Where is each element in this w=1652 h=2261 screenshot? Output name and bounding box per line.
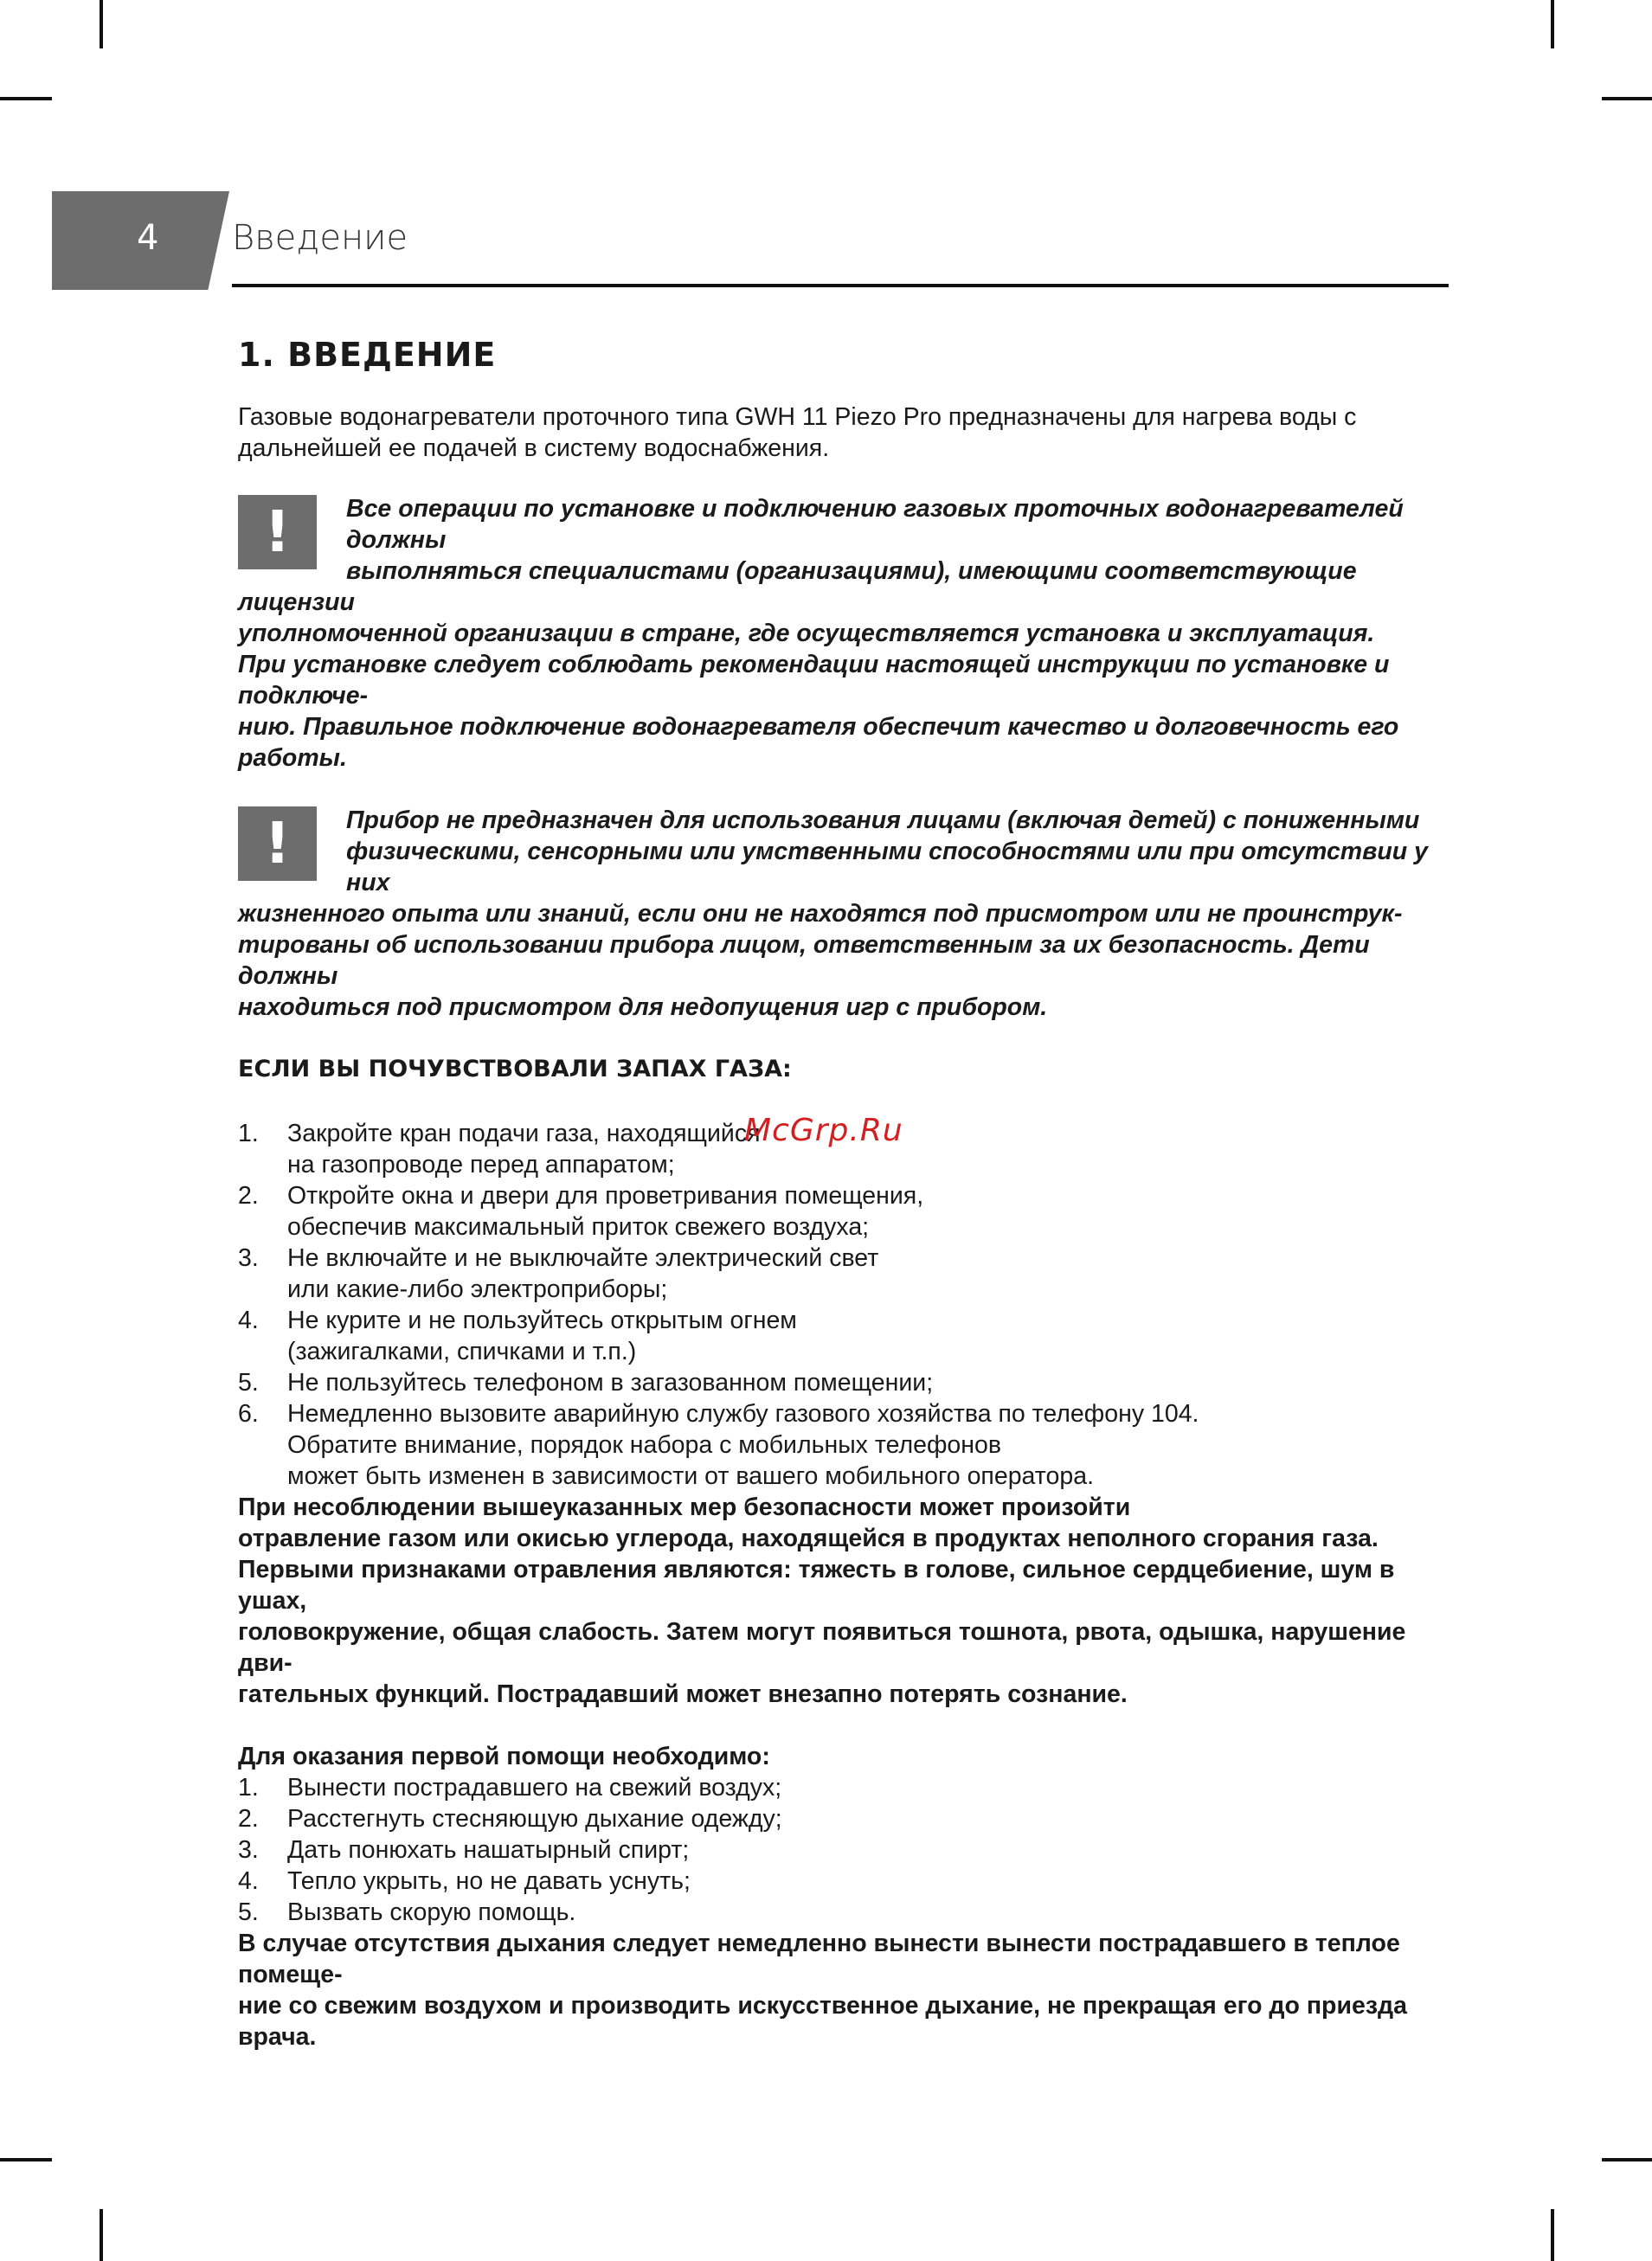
poisoning-line: головокружение, общая слабость. Затем могут появиться тошнота, рвота, одышка, нарушение дви- (238, 1618, 1406, 1677)
warning-line: Прибор не предназначен для использования лицами (включая детей) с пониженными (346, 806, 1420, 834)
crop-mark (1551, 0, 1554, 48)
header-divider (232, 284, 1449, 287)
section-title: 1. ВВЕДЕНИЕ (238, 336, 497, 374)
warning-icon: ! (238, 806, 317, 881)
page-number: 4 (137, 218, 159, 258)
list-text: обеспечив максимальный приток свежего воздуха; (287, 1213, 870, 1241)
warning-line: уполномоченной организации в стране, где осуществляется установка и эксплуатация. (238, 620, 1375, 647)
list-text: может быть изменен в зависимости от вашего мобильного оператора. (287, 1462, 1094, 1490)
crop-mark (100, 0, 103, 48)
crop-mark (100, 2209, 103, 2261)
list-text: Немедленно вызовите аварийную службу газового хозяйства по телефону 104. (287, 1400, 1199, 1428)
list-text: Вынести пострадавшего на свежий воздух; (287, 1774, 782, 1802)
gas-smell-heading: ЕСЛИ ВЫ ПОЧУВСТВОВАЛИ ЗАПАХ ГАЗА: (238, 1056, 792, 1082)
warning-line: жизненного опыта или знаний, если они не находятся под присмотром или не проинструк- (238, 900, 1403, 928)
list-text: Не курите и не пользуйтесь открытым огнем (287, 1307, 797, 1334)
list-number: 2. (238, 1805, 259, 1833)
list-text: (зажигалками, спичками и т.п.) (287, 1338, 637, 1365)
list-item (238, 1305, 1458, 1367)
poisoning-line: отравление газом или окисью углерода, находящейся в продуктах неполного сгорания газа. (238, 1525, 1379, 1552)
list-number: 2. (238, 1182, 259, 1210)
list-item (238, 1803, 1458, 1834)
gas-smell-steps (238, 1118, 1458, 1492)
warning-icon: ! (238, 495, 317, 569)
closing-line: ние со свежим воздухом и производить искусственное дыхание, не прекращая его до приезда врача. (238, 1992, 1407, 2051)
list-text: Не включайте и не выключайте электрический свет (287, 1244, 879, 1272)
crop-mark (1602, 97, 1652, 100)
warning-line: находиться под присмотром для недопущения игр с прибором. (238, 993, 1048, 1021)
crop-mark (0, 97, 52, 100)
list-number: 3. (238, 1244, 259, 1272)
list-number: 4. (238, 1307, 259, 1334)
watermark: McGrp.Ru (744, 1113, 903, 1148)
crop-mark (0, 2158, 52, 2161)
list-text: Обратите внимание, порядок набора с мобильных телефонов (287, 1431, 1001, 1459)
warning-line: физическими, сенсорными или умственными способностями или при отсутствии у них (346, 838, 1428, 896)
warning-block (238, 805, 1458, 1023)
list-number: 5. (238, 1898, 259, 1926)
warning-block (238, 493, 1458, 774)
list-item (238, 1897, 1458, 1928)
list-text: Дать понюхать нашатырный спирт; (287, 1836, 690, 1864)
running-title: Введение (232, 218, 408, 258)
list-item (238, 1834, 1458, 1866)
closing-line: В случае отсутствия дыхания следует немедленно вынести вынести пострадавшего в теплое помеще- (238, 1930, 1400, 1988)
warning-line: Все операции по установке и подключению газовых проточных водонагревателей должны (346, 495, 1404, 554)
list-number: 6. (238, 1400, 259, 1428)
list-number: 1. (238, 1120, 259, 1147)
intro-paragraph: Газовые водонагреватели проточного типа GWH 11 Piezo Pro предназначены для нагрева воды с дальнейшей ее подачей в систему водоснабжения. (238, 403, 1357, 462)
list-number: 5. (238, 1369, 259, 1397)
list-text: Тепло укрыть, но не давать уснуть; (287, 1867, 691, 1895)
warning-line: При установке следует соблюдать рекомендации настоящей инструкции по установке и подключе- (238, 651, 1390, 710)
warning-line: тированы об использовании прибора лицом, ответственным за их безопасность. Дети должны (238, 931, 1370, 990)
poisoning-line: гательных функций. Пострадавший может внезапно потерять сознание. (238, 1680, 1128, 1708)
list-text: Закройте кран подачи газа, находящийся (287, 1120, 761, 1147)
first-aid-heading: Для оказания первой помощи необходимо: (238, 1743, 770, 1770)
list-text: на газопроводе перед аппаратом; (287, 1151, 675, 1179)
warning-line: нию. Правильное подключение водонагревателя обеспечит качество и долговечность его работы. (238, 713, 1399, 772)
crop-mark (1551, 2209, 1554, 2261)
closing-paragraph (238, 1928, 1458, 2052)
list-item (238, 1243, 1458, 1305)
list-number: 4. (238, 1867, 259, 1895)
list-number: 1. (238, 1774, 259, 1802)
list-item (238, 1866, 1458, 1897)
list-text: Не пользуйтесь телефоном в загазованном помещении; (287, 1369, 934, 1397)
crop-mark (1602, 2158, 1652, 2161)
list-text: или какие-либо электроприборы; (287, 1275, 668, 1303)
warning-line: выполняться специалистами (организациями), имеющими соответствующие лицензии (238, 557, 1357, 616)
list-item (238, 1367, 1458, 1398)
list-item (238, 1180, 1458, 1243)
page-content (238, 329, 1458, 2052)
first-aid-steps (238, 1772, 1458, 1928)
list-text: Откройте окна и двери для проветривания помещения, (287, 1182, 924, 1210)
poisoning-line: Первыми признаками отравления являются: тяжесть в голове, сильное сердцебиение, шум в ушах, (238, 1556, 1395, 1615)
list-item (238, 1398, 1458, 1492)
list-text: Вызвать скорую помощь. (287, 1898, 576, 1926)
list-number: 3. (238, 1836, 259, 1864)
poisoning-paragraph (238, 1492, 1458, 1710)
poisoning-line: При несоблюдении вышеуказанных мер безопасности может произойти (238, 1493, 1131, 1521)
list-text: Расстегнуть стесняющую дыхание одежду; (287, 1805, 782, 1833)
list-item (238, 1772, 1458, 1803)
